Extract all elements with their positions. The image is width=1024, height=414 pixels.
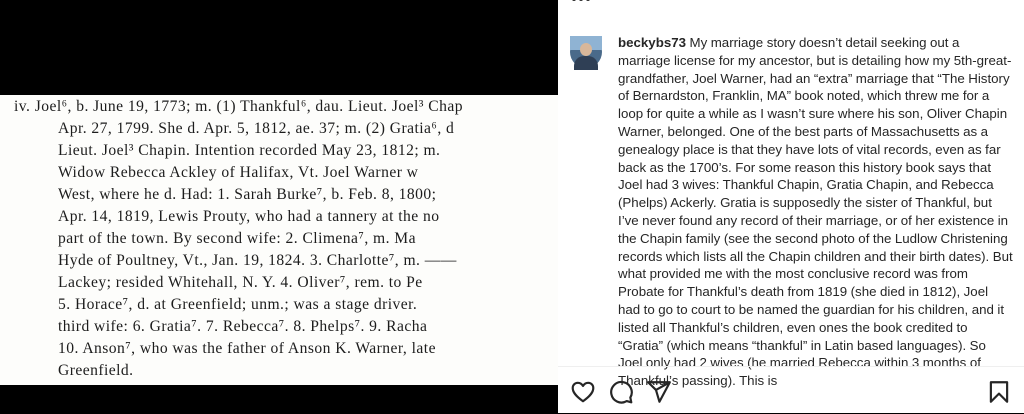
- username-link[interactable]: beckybs73: [618, 35, 687, 50]
- post-panel: [558, 0, 1024, 413]
- scan-line: Apr. 14, 1819, Lewis Prouty, who had a tannery at the no: [58, 208, 440, 225]
- scan-line: 5. Horace⁷, d. at Greenfield; unm.; was a stage driver.: [58, 296, 418, 313]
- caption-text: [618, 34, 1013, 390]
- scanned-book-page: [0, 95, 558, 385]
- avatar[interactable]: [570, 36, 602, 68]
- scan-line: Greenfield.: [58, 362, 134, 379]
- caption-body: My marriage story doesn’t detail seeking out a marriage license for my ancestor, but is detailing how my 5th-great-grandfather, Joel Warner, had an “extra” marriage that “The History of Bernardston, Franklin, MA” book noted, which threw me for a loop for quite a while as I wasn’t sure where his son, Oliver Chapin Warner, belonged. One of the best parts of Massachusetts as a genealogy place is that they have lots of vital records, even as far back as the 1700’s. For some reason this history book says that Joel had 3 wives: Thankful Chapin, Gratia Chapin, and Rebecca (Phelps) Ackerly. Gratia is supposedly the sister of Thankful, but I’ve never found any record of their marriage, or of her existence in the Chapin family (see the second photo of the Ludlow Christening records which lists all the Chapin children and their birth dates). But what provided me with the most conclusive record was from Probate for Thankful’s death from 1819 (she died in 1812), Joel had to go to court to be named the guardian for his children, and it listed all Thankful’s children, even ones the book credited to “Gratia” (which means “thankful” in Latin based languages). So Joel only had 2 wives (he married Rebecca within 3 months of Thankful’s passing). This is: [618, 35, 1013, 389]
- scan-line: Apr. 27, 1799. She d. Apr. 5, 1812, ae. 37; m. (2) Gratia⁶, d: [58, 120, 455, 137]
- scan-line: part of the town. By second wife: 2. Climena⁷, m. Ma: [58, 230, 416, 247]
- comment-icon[interactable]: [608, 379, 634, 405]
- scan-line: Hyde of Poultney, Vt., Jan. 19, 1824. 3. Charlotte⁷, m. ——: [58, 252, 457, 269]
- scan-line: third wife: 6. Gratia⁷. 7. Rebecca⁷. 8. Phelps⁷. 9. Racha: [58, 318, 428, 335]
- more-options-icon[interactable]: [558, 0, 1024, 8]
- scan-line: iv. Joel⁶, b. June 19, 1773; m. (1) Thankful⁶, dau. Lieut. Joel³ Chap: [14, 98, 463, 115]
- action-bar: [558, 366, 1024, 414]
- scan-line: Widow Rebecca Ackley of Halifax, Vt. Joel Warner w: [58, 164, 419, 181]
- save-icon[interactable]: [986, 379, 1012, 405]
- caption-comment: [570, 35, 1020, 389]
- scan-line: 10. Anson⁷, who was the father of Anson K. Warner, late: [58, 340, 436, 357]
- scan-line: Lieut. Joel³ Chapin. Intention recorded May 23, 1812; m.: [58, 142, 441, 159]
- share-icon[interactable]: [646, 379, 672, 405]
- heart-icon[interactable]: [570, 379, 596, 405]
- scan-line: West, where he d. Had: 1. Sarah Burke⁷, b. Feb. 8, 1800;: [58, 186, 437, 203]
- scan-line: Lackey; resided Whitehall, N. Y. 4. Oliver⁷, rem. to Pe: [58, 274, 423, 291]
